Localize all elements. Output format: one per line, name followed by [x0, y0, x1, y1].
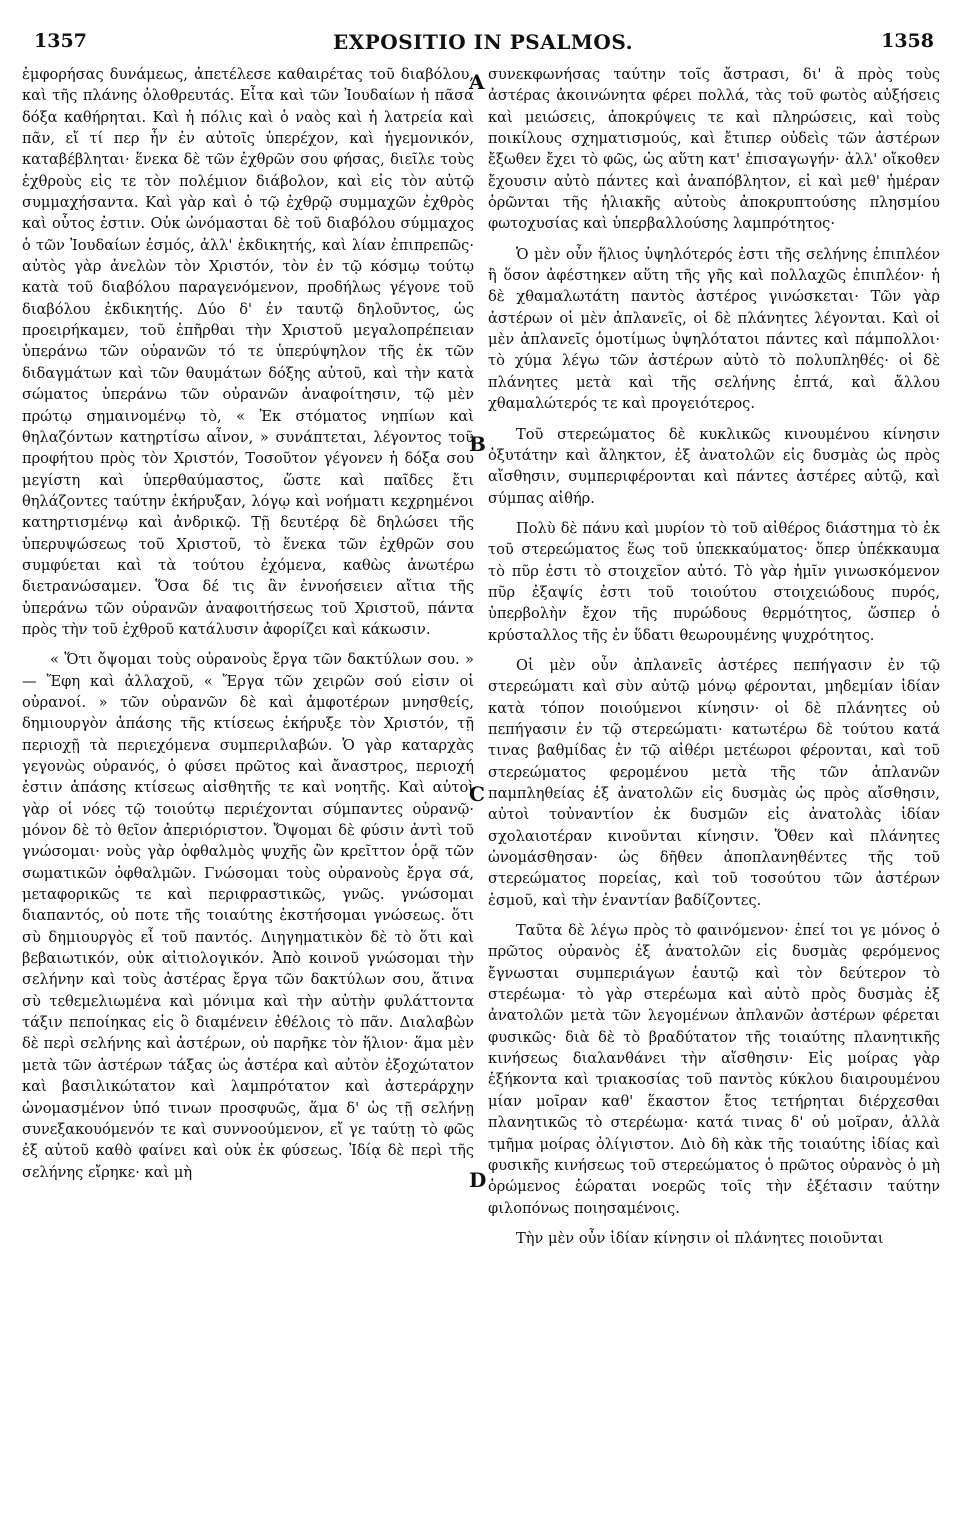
- right-paragraph-1: συνεκφωνήσας ταύτην τοῖς ἄστρασι, δι' ἃ πρὸς τοὺς ἀστέρας ἀκοινώνητα φέρει πολλά, τὰς τοῦ φωτὸς αὐξήσεις καὶ μειώσεις, ἀποκρύψεις τε καὶ πληρώσεις, καὶ τοὺς ποικίλους σχηματισμούς, καὶ ἔτιπερ οὐδεὶς τῶν ἀστέρων ἔξωθεν ἔχει τὸ φῶς, ὡς αὕτη κατ' ἐπισαγωγήν· ἀλλ' οἴκοθεν ἔχουσιν αὐτὸ πάντες καὶ ἀναπόβλητον, εἰ καὶ μεθ' ἡμέραν ὁρῶνται τῆς ἡλιακῆς αὐτοὺς ἀποκρυπτούσης πλησμίου φωτοχυσίας καὶ ὑπερβαλλούσης λαμπρότητος·: [488, 66, 940, 233]
- margin-marker-b: B: [469, 432, 486, 456]
- right-column: [488, 64, 940, 1249]
- right-paragraph-7: Τὴν μὲν οὖν ἰδίαν κίνησιν οἱ πλάνητες ποιοῦνται: [516, 1229, 884, 1247]
- right-paragraph-4: Πολὺ δὲ πάνυ καὶ μυρίον τὸ τοῦ αἰθέρος διάστημα τὸ ἐκ τοῦ στερεώματος ἕως τοῦ ὑπεκκαύματος· ὅπερ ὑπέκκαυμα τὸ πῦρ ἐστι τὸ στοιχεῖον αὐτό. Τὸ γὰρ ἡμῖν γινωσκόμενον πῦρ ἐξαψίς ἐστι τοῦ τοιούτου στοιχειώδους πυρός, ὑπερβολὴν ἔχον τῆς πυρώδους θερμότητος, ὥσπερ ὁ κρύσταλλος τῆς ἐν ὕδατι θεωρουμένης ψυχρότητος.: [488, 519, 940, 644]
- margin-marker-c: C: [469, 782, 485, 806]
- right-paragraph-3: Τοῦ στερεώματος δὲ κυκλικῶς κινουμένου κίνησιν ὀξυτάτην καὶ ἄληκτον, ἐξ ἀνατολῶν εἰς δυσμὰς ὡς πρὸς αἴσθησιν, συμπεριφέρονται καὶ πάντες ἀστέρες αὐτῷ, καὶ σύμπας αἰθήρ.: [488, 425, 940, 507]
- left-column: [22, 64, 474, 1183]
- left-page-number: 1357: [34, 30, 87, 52]
- page-header: [22, 30, 944, 56]
- right-paragraph-5: Οἱ μὲν οὖν ἀπλανεῖς ἀστέρες πεπήγασιν ἐν τῷ στερεώματι καὶ σὺν αὐτῷ μόνῳ φέρονται, μηδεμίαν ἰδίαν κατὰ τόπον ποιούμενοι κίνησιν· οἱ δὲ πλάνητες οὐ πεπήγασιν ἐν τῷ στερεώματι· κατωτέρω δὲ τούτου κατά τινας βαθμίδας ἐν τῷ αἰθέρι μετέωροι φέρονται, καὶ τοῦ στερεώματος φερομένου μετὰ τῆς τῶν ἀπλανῶν παμπληθείας ἐξ ἀνατολῶν εἰς δυσμὰς ὡς πρὸς αἴσθησιν, αὐτοὶ τοὐναντίον ἐκ δυσμῶν εἰς ἀνατολὰς ἰδίαν σχολαιοτέραν κινοῦνται κίνησιν. Ὅθεν καὶ πλάνητες ὠνομάσθησαν· ὡς δῆθεν ἀποπλανηθέντες τῆς τοῦ στερεώματος πορείας, καὶ τοῦ τοσούτου τῶν ἀστέρων ἐσμοῦ, καὶ τὴν ἐναντίαν βαδίζοντες.: [488, 656, 940, 909]
- left-paragraph-2: « Ὅτι ὄψομαι τοὺς οὐρανοὺς ἔργα τῶν δακτύλων σου. » — Ἔφη καὶ ἀλλαχοῦ, « Ἔργα τῶν χειρῶν σού εἰσιν οἱ οὐρανοί. » τῶν οὐρανῶν δὲ καὶ ἀμφοτέρων μνησθείς, δημιουργὸν ἁπάσης τῆς κτίσεως ἐκήρυξε τὸν Χριστόν, τῇ περιοχῇ τὰ περιεχόμενα συμπεριλαβών. Ὁ γὰρ καταρχὰς γεγονὼς οὐρανός, ὁ φύσει πρῶτος καὶ ἄναστρος, περιοχή ἐστιν ἁπάσης κτίσεως αἰσθητῆς τε καὶ νοητῆς. Καὶ αὐτοὶ γὰρ οἱ νόες τῷ τοιούτῳ περιέχονται σύμπαντες οὐρανῷ· μόνον δὲ τὸ θεῖον ἀπεριόριστον. Ὄψομαι δὲ φύσιν ἀντὶ τοῦ γνώσομαι· νοὺς γὰρ ὀφθαλμὸς ψυχῆς ὢν κρεῖττον ὁρᾷ τῶν σωματικῶν ὀφθαλμῶν. Γνώσομαι τοὺς οὐρανοὺς ἔργα σά, μεταφορικῶς τε καὶ περιφραστικῶς, γνῶς. γνώσομαι διαπαντός, οὐ ποτε τῆς τοιαύτης ἐκστήσομαι γνώσεως. ὅτι σὺ δημιουργὸς εἶ τοῦ παντός. Διηγηματικὸν δὲ τὸ ὅτι καὶ βεβαιωτικόν, οὐκ αἰτιολογικόν. Ἀπὸ κοινοῦ γνώσομαι τὴν σελήνην καὶ τοὺς ἀστέρας ἔργα τῶν δακτύλων σου, ἅτινα σὺ τεθεμελιωμένα καὶ μόνιμα καὶ τὴν αὐτὴν φυλάττοντα τάξιν πεποίηκας εἰς ὃ διαμένειν ἐθέλοις τὸ πᾶν. Διαλαβὼν δὲ περὶ σελήνης καὶ ἀστέρων, οὐ παρῆκε τὸν ἥλιον· ἅμα μὲν μετὰ τῶν ἀστέρων τάξας ὡς ἀστέρα καὶ αὐτὸν ἐξοχώτατον καὶ βασιλικώτατον καὶ λαμπρότατον καὶ ἀστεράρχην ὠνομασμένον ὑπό τινων προσφυῶς, ἅμα δ' ὡς τῇ σελήνῃ συνεξακουόμενόν τε καὶ συννοούμενον, εἴ γε ταύτῃ τὸ φῶς ἐξ αὐτοῦ καθὸ φαίνει καὶ οὐκ ἐκ φύσεως. Ἰδίᾳ δὲ περὶ τῆς σελήνης εἴρηκε· καὶ μὴ: [22, 651, 474, 1181]
- right-paragraph-6: Ταῦτα δὲ λέγω πρὸς τὸ φαινόμενον· ἐπεί τοι γε μόνος ὁ πρῶτος οὐρανὸς ἐξ ἀνατολῶν εἰς δυσμὰς φερόμενος ἔγνωσται συμπεριάγων ἑαυτῷ καὶ τὸν δεύτερον τὸ στερέωμα· τὸ γὰρ στερέωμα καὶ αὐτὸ πρὸς δυσμὰς ἐξ ἀνατολῶν μετὰ τῶν λεγομένων ἀπλανῶν ἀστέρων φέρεται φυσικῶς· διὰ δὲ τὸ βραδύτατον τῆς τοιαύτης πλανητικῆς κινήσεως διαλανθάνει τὴν αἴσθησιν· Εἰς μοίρας γὰρ ἑξήκοντα καὶ τριακοσίας τοῦ παντὸς κύκλου διαιρουμένου μίαν μοῖραν καθ' ἕκαστον ἔτος τετήρηται διέρχεσθαι πλανητικῶς τὸ στερέωμα· κατά τινας δ' οὐ μοῖραν, ἀλλὰ τμῆμα μοίρας ὀλίγιστον. Διὸ δὴ κὰκ τῆς τοιαύτης ἰδίας καὶ φυσικῆς κινήσεως τοῦ στερεώματος ὁ πρῶτος οὐρανὸς ὁ μὴ ὁρώμενος ἑώραται νοερῶς τοῖς τὴν ἐξέτασιν ταύτην φιλοπόνως ποιησαμένοις.: [488, 922, 940, 1217]
- margin-marker-a: A: [469, 70, 485, 94]
- left-paragraph-1: ἐμφορήσας δυνάμεως, ἀπετέλεσε καθαιρέτας τοῦ διαβόλου, καὶ τῆς πλάνης ὀλοθρευτάς. Εἶτα καὶ τῶν Ἰουδαίων ἡ πᾶσα δόξα καθήρηται. Καὶ ἡ πόλις καὶ ὁ ναὸς καὶ ἡ λατρεία καὶ πᾶν, εἴ τί περ ἦν ἐν αὐτοῖς ὑπερέχον, καὶ ἡγεμονικόν, καταβέβληται· ἕνεκα δὲ τῶν ἐχθρῶν σου φήσας, διεῖλε τοὺς ἐχθροὺς εἰς τε τὸν πολέμιον διάβολον, καὶ εἰς τὸν αὐτῷ συμμαχήσαντα. Καὶ γὰρ καὶ ὁ τῷ ἐχθρῷ συμμαχῶν ἐχθρὸς καὶ οὗτος ἐστιν. Οὐκ ὠνόμασται δὲ τοῦ διαβόλου σύμμαχος ὁ τῶν Ἰουδαίων ἐσμός, ἀλλ' ἐκδικητής, καὶ λίαν ἐπιπρεπῶς· αὐτὸς γὰρ ἀνελὼν τὸν Χριστόν, τὸν ἐν τῷ κόσμῳ τούτῳ κατὰ τοῦ διαβόλου παραγενόμενον, προδήλως γέγονε τοῦ διαβόλου ἐκδικητής. Δύο δ' ἐν ταυτῷ δηλοῦντος, ὡς προειρήκαμεν, τοῦ ἐπῆρθαι τὴν Χριστοῦ μεγαλοπρέπειαν ὑπεράνω τῶν οὐρανῶν τό τε ὑπερύψηλον τῆς ἐκ τῶν διδαγμάτων καὶ τῶν θαυμάτων δόξης αὐτοῦ, καὶ τὴν κατὰ σώματος ὑπεράνω τῶν οὐρανῶν ἀναφοίτησιν, τῷ μὲν πρώτῳ σημαινομένῳ τὸ, « Ἐκ στόματος νηπίων καὶ θηλαζόντων κατηρτίσω αἶνον, » συνάπτεται, λέγοντος τοῦ προφήτου πρὸς τὸν Χριστόν, Τοσοῦτον γέγονεν ἡ δόξα σου μεγίστη καὶ ὑπερθαύμαστος, ὥστε καὶ παῖδες ἔτι θηλάζοντες ταύτην ἐκήρυξαν, λόγῳ καὶ νοήματι κεχρημένοι κατηρτισμένῳ καὶ ἀνδρικῷ. Τῇ δευτέρᾳ δὲ δηλώσει τῆς ὑπερυψώσεως τοῦ Χριστοῦ, τὸ ἕνεκα τῶν ἐχθρῶν σου συμφύεται καὶ τὰ τούτου ἐχόμενα, καθὼς ἀνωτέρω διετρανώσαμεν. Ὅσα δέ τις ἂν ἐννοήσειεν αἴτια τῆς ὑπεράνω τῶν οὐρανῶν ἀναφοιτήσεως τοῦ Χριστοῦ, πάντα πρὸς τὴν τοῦ ἐχθροῦ κατάλυσιν ἀφορίζει καὶ κάκωσιν.: [22, 66, 474, 638]
- right-paragraph-2: Ὁ μὲν οὖν ἥλιος ὑψηλότερός ἐστι τῆς σελήνης ἐπιπλέον ἢ ὅσον ἀφέστηκεν αὕτη τῆς γῆς καὶ πολλαχῶς ἐπιπλέον· ἡ δὲ χθαμαλωτάτη παντὸς ἀστέρος γινώσκεται· Τῶν γὰρ ἀστέρων οἱ μὲν ἀπλανεῖς, οἱ δὲ πλάνητες λέγονται. Καὶ οἱ μὲν ἀπλανεῖς ὁμοτίμως ὑψηλότατοι πάντες καὶ πάμπολλοι· τὸ χύμα λέγω τῶν ἀστέρων αὐτὸ τὸ πολυπληθές· οἱ δὲ πλάνητες μετὰ καὶ τῆς σελήνης ἑπτά, καὶ ἄλλου χθαμαλώτερός τε καὶ προγειότερος.: [488, 245, 940, 413]
- margin-marker-d: D: [469, 1168, 487, 1192]
- right-page-number: 1358: [881, 30, 934, 52]
- running-title: EXPOSITIO IN PSALMOS.: [332, 30, 634, 54]
